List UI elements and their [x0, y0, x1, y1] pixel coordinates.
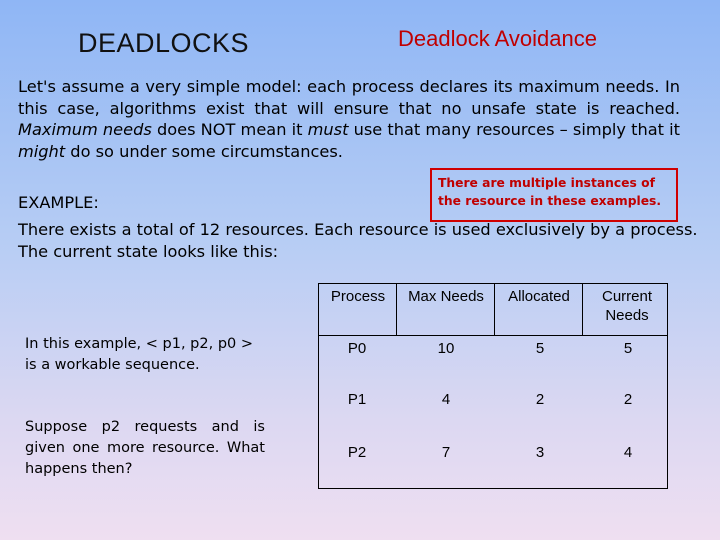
resource-table [318, 283, 668, 489]
request-note: Suppose p2 requests and is given one more resource. What happens then? [25, 419, 265, 477]
callout-text: There are multiple instances of the resource in these examples. [438, 176, 662, 208]
intro-italic-maximum-needs: Maximum needs [18, 120, 152, 139]
sequence-note: In this example, < p1, p2, p0 > is a workable sequence. [25, 336, 254, 373]
table-row-p1-max: 4 [441, 391, 451, 408]
intro-paragraph [18, 76, 680, 162]
table-row-p0-process: P0 [347, 340, 367, 357]
table-row-p1-current: 2 [623, 391, 633, 408]
intro-text-3: use that many resources – simply that it [348, 120, 680, 139]
table-row-p0-max: 10 [437, 340, 455, 357]
table-row-p1-process: P1 [347, 391, 367, 408]
table-row-p2-current: 4 [623, 444, 633, 461]
header-divider [582, 284, 583, 335]
header-divider [396, 284, 397, 335]
col-header-max-needs: Max Needs [408, 288, 484, 305]
intro-text-2: does NOT mean it [151, 120, 308, 139]
header-divider [494, 284, 495, 335]
table-row-p0-allocated: 5 [535, 340, 545, 357]
intro-italic-must: must [307, 120, 349, 139]
col-header-process: Process [330, 288, 386, 305]
intro-text-1: Let's assume a very simple model: each process declares its maximum needs. In this case, algorithms exist that will ensure that no unsafe state is reached. [18, 77, 680, 118]
example-label: EXAMPLE: [18, 193, 99, 212]
left-notes [25, 334, 265, 480]
table-row-p2-max: 7 [441, 444, 451, 461]
intro-text-4: do so under some circumstances. [65, 141, 343, 161]
intro-italic-might: might [18, 141, 66, 161]
table-row-p1-allocated: 2 [535, 391, 545, 408]
table-row-p2-process: P2 [347, 444, 367, 461]
col-header-allocated: Allocated [508, 288, 570, 305]
slide-title: Deadlock Avoidance [398, 26, 597, 51]
col-header-current-needs: Current Needs [601, 288, 653, 324]
table-row-p2-allocated: 3 [535, 444, 545, 461]
header-rule [319, 335, 667, 336]
table-row-p0-current: 5 [623, 340, 633, 357]
deck-title: DEADLOCKS [78, 28, 250, 58]
callout-box [430, 168, 678, 222]
example-text: There exists a total of 12 resources. Each resource is used exclusively by a process. The current state looks like this: [18, 220, 698, 261]
